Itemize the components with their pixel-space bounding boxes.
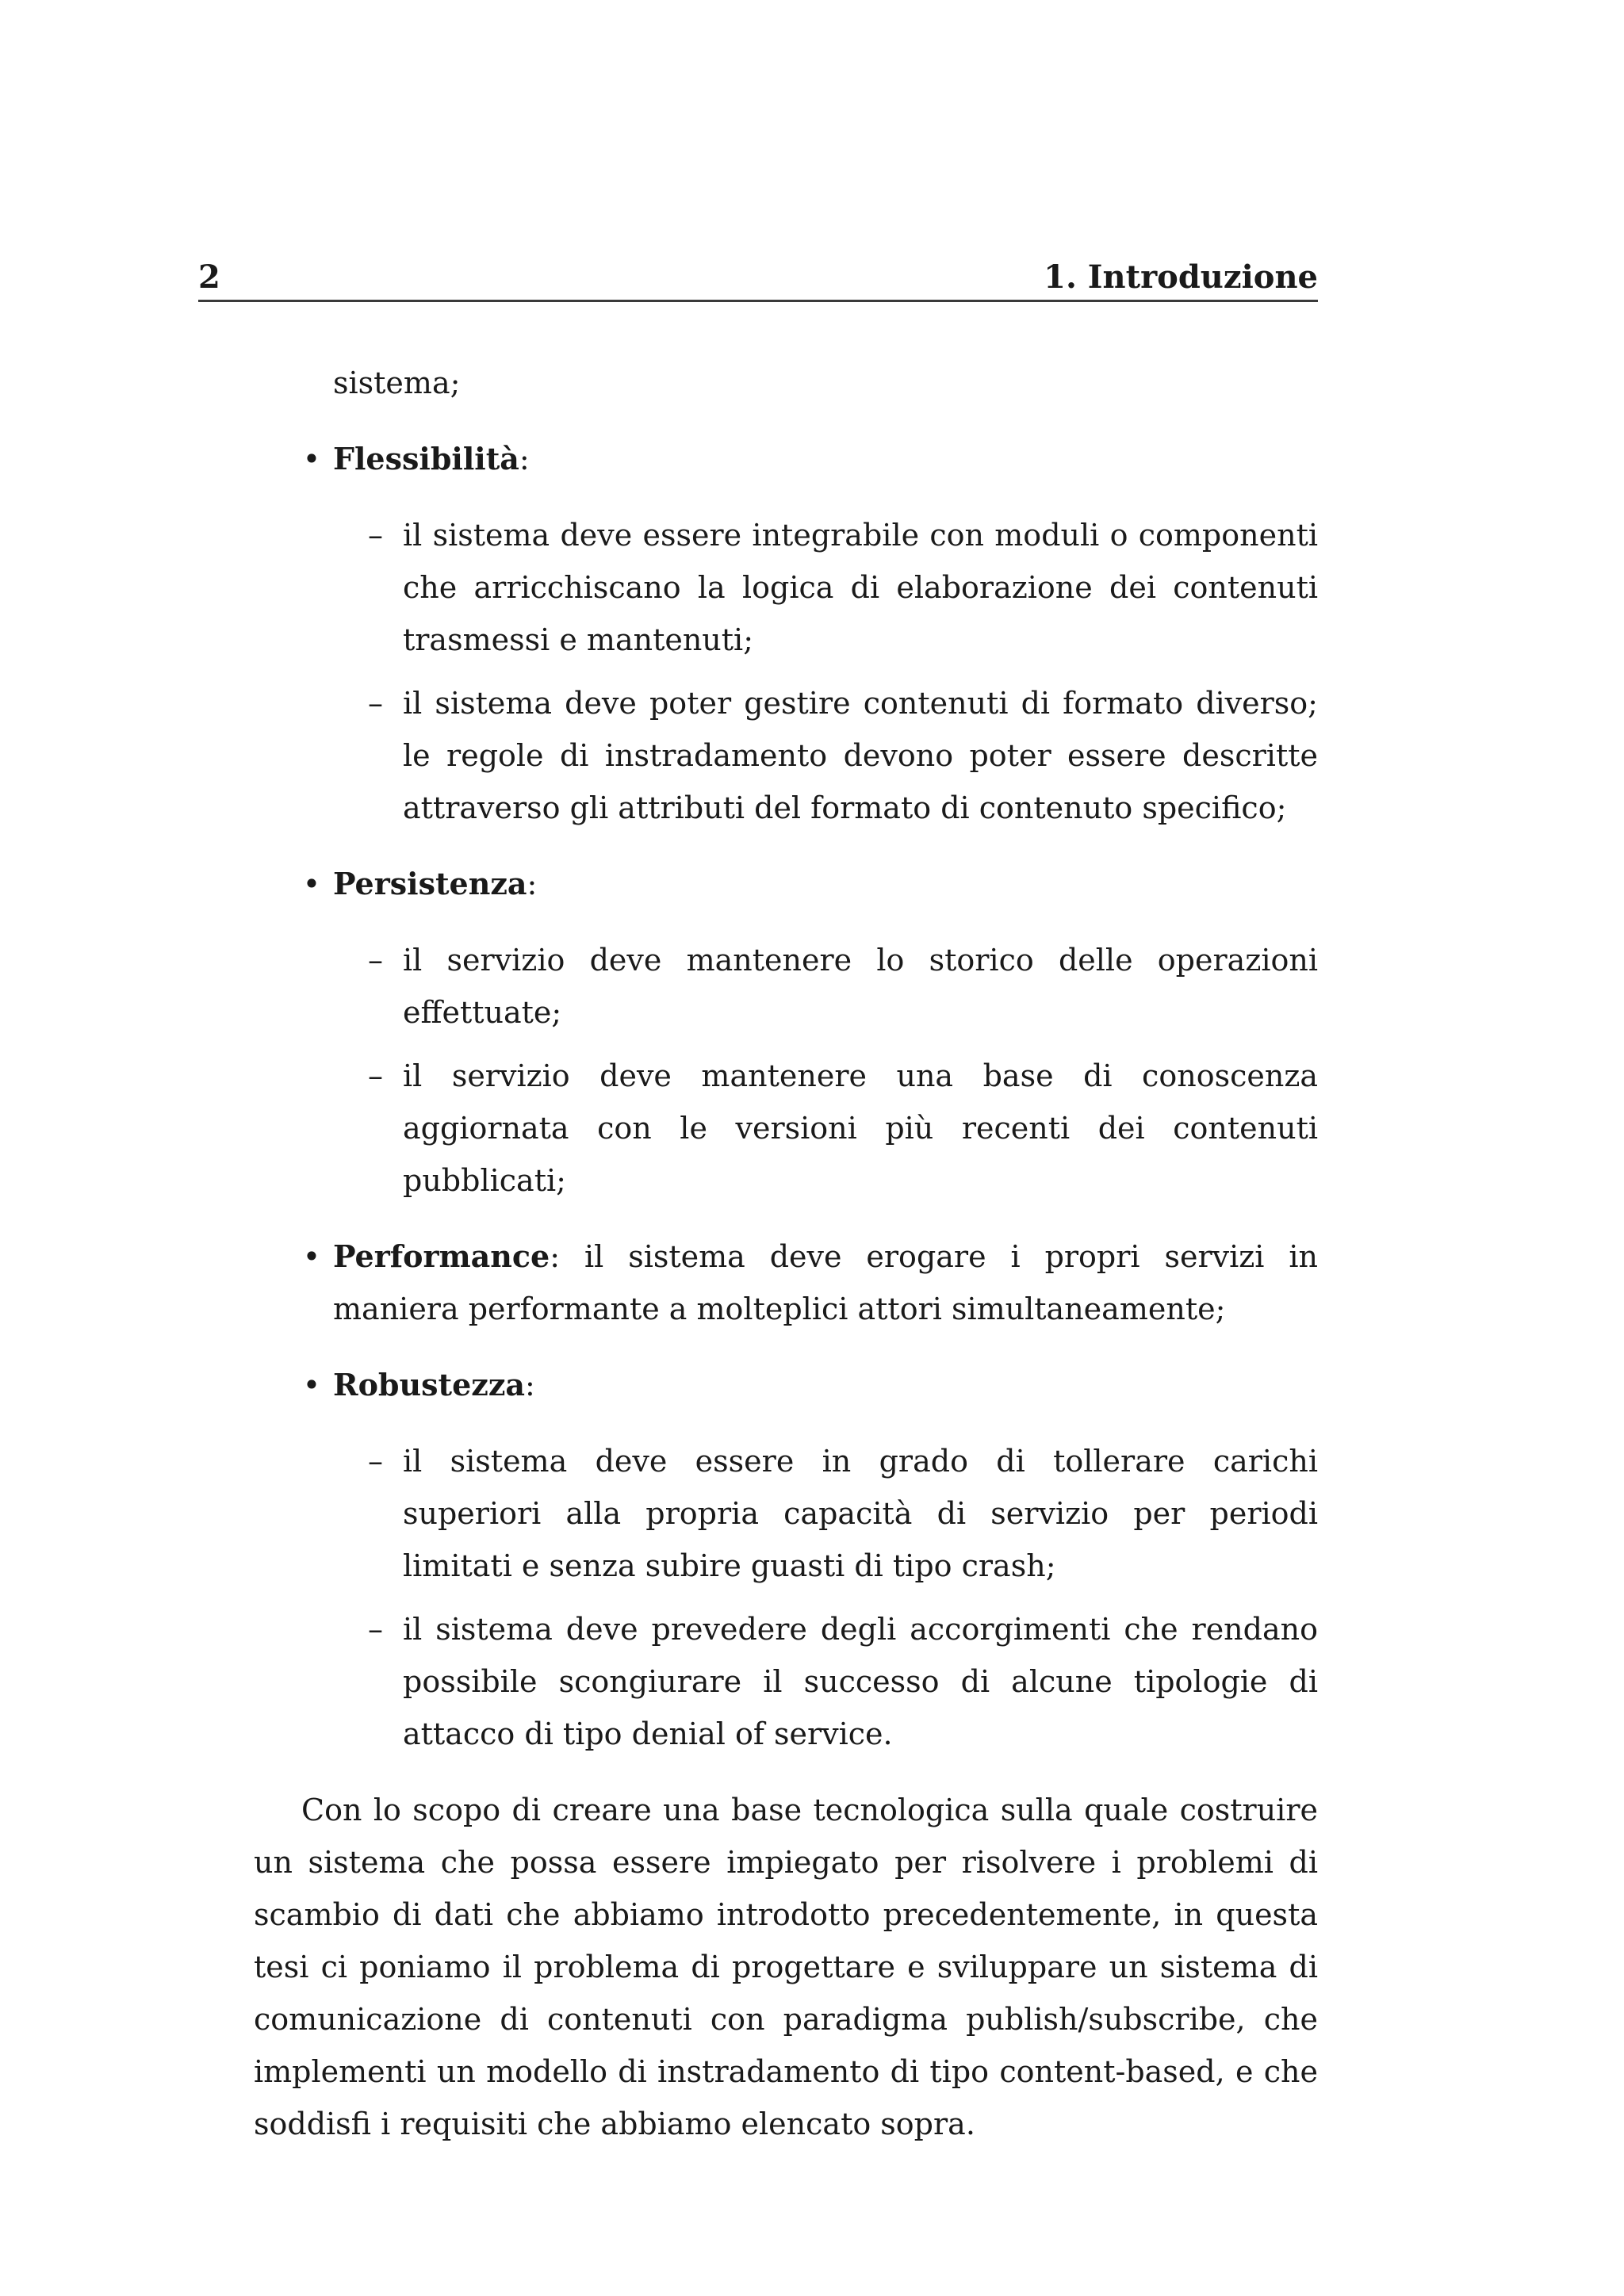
requirement-item-persistenza [254, 858, 1318, 1207]
closing-paragraph: Con lo scopo di creare una base tecnologica sulla quale costruire un sistema che possa essere impiegato per risolvere i problemi di scambio di dati che abbiamo introdotto precedentemente, in questa tesi ci poniamo il problema di progettare e sviluppare un sistema di comunicazione di contenuti con paradigma publish/subscribe, che implementi un modello di instradamento di tipo content-based, e che soddisfi i requisiti che abbiamo elencato sopra. [254, 1793, 1318, 2141]
requirement-heading [333, 1359, 1318, 1411]
sub-item [333, 677, 1318, 834]
requirement-heading [333, 433, 1318, 485]
requirement-tail: : il sistema deve erogare i propri servizi in maniera performante a molteplici attori simultaneamente; [333, 1239, 1318, 1326]
sub-list [333, 509, 1318, 834]
sub-item [333, 509, 1318, 666]
dash-icon: – [368, 1612, 383, 1647]
sub-item-text: il servizio deve mantenere lo storico delle operazioni effettuate; [403, 943, 1318, 1030]
bullet-icon: • [302, 867, 321, 901]
chapter-title: 1. Introduzione [1044, 258, 1318, 296]
sub-item-text: il sistema deve essere integrabile con moduli o componenti che arricchiscano la logica di elaborazione dei contenuti trasmessi e mantenuti; [403, 518, 1318, 657]
dash-icon: – [368, 686, 383, 721]
requirements-list [254, 433, 1318, 1760]
dash-icon: – [368, 1444, 383, 1479]
bullet-icon: • [302, 1239, 321, 1274]
requirement-tail: : [525, 1368, 535, 1402]
requirement-term: Performance [333, 1238, 550, 1274]
requirement-paragraph [333, 1230, 1318, 1335]
continuation-text: sistema; [333, 365, 461, 400]
sub-item-text: il sistema deve prevedere degli accorgimenti che rendano possibile scongiurare il successo di alcune tipologie di attacco di tipo denial of service. [403, 1612, 1318, 1751]
sub-item [333, 934, 1318, 1039]
requirement-item-flessibilita [254, 433, 1318, 834]
sub-item-text: il sistema deve poter gestire contenuti di formato diverso; le regole di instradamento devono poter essere descritte attraverso gli attributi del formato di contenuto specifico; [403, 686, 1318, 825]
sub-item [333, 1050, 1318, 1207]
sub-list [333, 934, 1318, 1207]
requirement-tail: : [527, 867, 538, 901]
dash-icon: – [368, 943, 383, 978]
requirement-term: Robustezza [333, 1367, 526, 1402]
sub-item-text: il servizio deve mantenere una base di conoscenza aggiornata con le versioni più recenti dei contenuti pubblicati; [403, 1058, 1318, 1198]
requirement-item-robustezza [254, 1359, 1318, 1760]
dash-icon: – [368, 1058, 383, 1093]
sub-item [333, 1435, 1318, 1592]
dash-icon: – [368, 518, 383, 553]
running-header [198, 255, 1318, 302]
requirement-heading [333, 858, 1318, 910]
body-text [254, 357, 1318, 2180]
requirement-item-performance [254, 1230, 1318, 1335]
page-number: 2 [198, 258, 220, 296]
bullet-icon: • [302, 442, 321, 476]
requirement-term: Persistenza [333, 866, 527, 901]
sub-item-text: il sistema deve essere in grado di tollerare carichi superiori alla propria capacità di servizio per periodi limitati e senza subire guasti di tipo crash; [403, 1444, 1318, 1583]
sub-list [333, 1435, 1318, 1760]
sub-item [333, 1603, 1318, 1760]
requirement-tail: : [519, 442, 530, 476]
bullet-icon: • [302, 1368, 321, 1402]
requirement-term: Flessibilità [333, 441, 519, 476]
